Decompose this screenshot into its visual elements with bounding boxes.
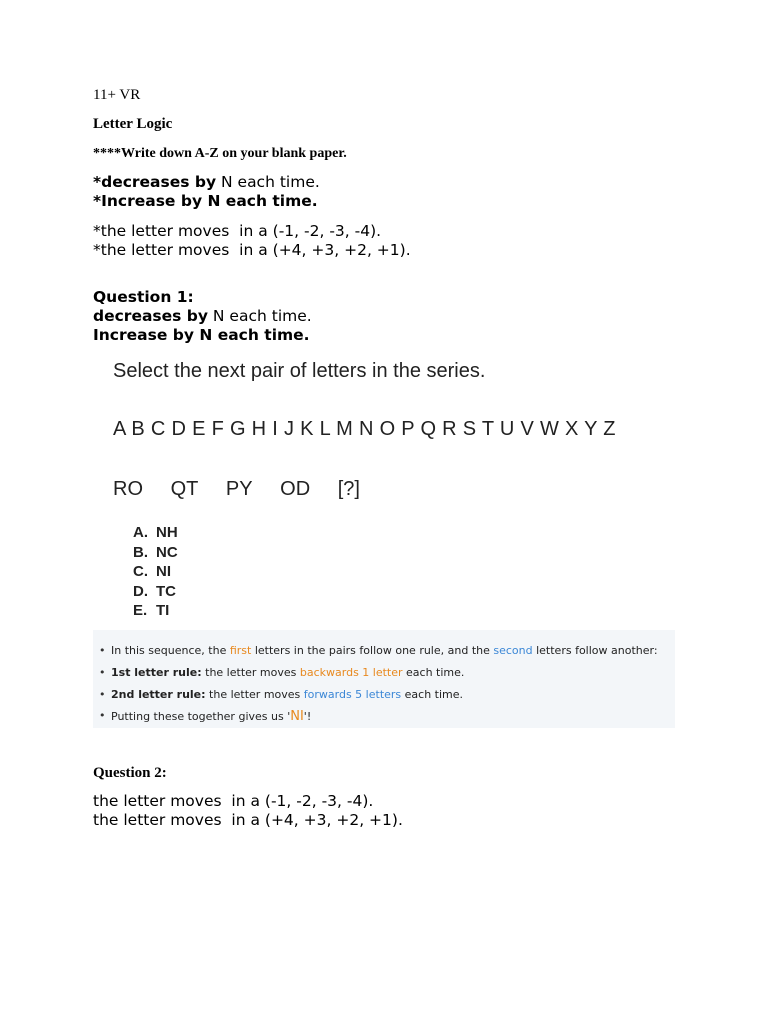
rule-decrease-rest: N each time.	[216, 173, 320, 191]
option-value: NI	[156, 563, 171, 580]
question1-image	[93, 358, 683, 628]
explanation-text: Putting these together gives us '	[111, 710, 291, 723]
question1-decrease-rest: N each time.	[207, 307, 312, 325]
question2-title: Question 2:	[93, 765, 167, 781]
doc-title: Letter Logic	[93, 116, 173, 132]
option-value: TI	[156, 602, 170, 619]
question1-increase	[93, 326, 312, 345]
answer-option-e[interactable]	[133, 601, 178, 621]
series-item: PY	[225, 478, 253, 500]
letter-series	[113, 478, 382, 501]
highlight-first: first	[229, 644, 252, 657]
question1-title	[93, 288, 312, 307]
explanation-text: each time.	[401, 688, 464, 701]
rule-label: 2nd letter rule:	[111, 688, 206, 701]
alphabet-row: A B C D E F G H I J K L M N O P Q R S T U V W X Y Z	[113, 418, 616, 440]
series-item: QT	[170, 478, 199, 500]
rule-decrease-bold: *decreases by	[93, 173, 217, 191]
explanation-panel	[93, 630, 675, 728]
explanation-text: the letter moves	[201, 666, 300, 679]
question1-increase-text: Increase by N each time.	[93, 326, 310, 344]
option-value: NC	[156, 543, 178, 561]
rules-block	[93, 173, 320, 211]
option-letter: A.	[133, 524, 148, 541]
explanation-text: '!	[303, 710, 312, 723]
answer-highlight: NI	[290, 709, 304, 724]
answer-option-b[interactable]	[133, 543, 178, 563]
highlight-forwards: forwards 5 letters	[303, 688, 402, 701]
question-prompt: Select the next pair of letters in the series.	[113, 360, 486, 382]
option-value: TC	[156, 582, 176, 600]
answer-options	[133, 523, 178, 621]
rule-decrease	[93, 173, 320, 192]
explanation-text: letters in the pairs follow one rule, and the	[251, 644, 494, 657]
highlight-backwards: backwards 1 letter	[299, 666, 403, 679]
question2-moves-2: the letter moves in a (+4, +3, +2, +1).	[93, 811, 403, 829]
explanation-text: each time.	[402, 666, 465, 679]
question1-decrease	[93, 307, 312, 326]
doc-code: 11+ VR	[93, 87, 141, 103]
explanation-text: letters follow another:	[532, 644, 658, 657]
explanation-text: In this sequence, the	[111, 644, 230, 657]
moves-block	[93, 222, 411, 260]
rule-increase-text: *Increase by N each time.	[93, 192, 318, 210]
answer-option-a[interactable]	[133, 523, 178, 543]
question2-moves-1: the letter moves in a (-1, -2, -3, -4).	[93, 792, 374, 810]
option-letter: E.	[133, 602, 148, 619]
doc-instruction: ****Write down A-Z on your blank paper.	[93, 146, 347, 161]
series-item: OD	[280, 478, 311, 500]
explanation-item	[111, 666, 464, 679]
option-letter: D.	[133, 582, 148, 600]
explanation-text: the letter moves	[205, 688, 304, 701]
question1-header	[93, 288, 312, 345]
option-letter: C.	[133, 563, 148, 580]
explanation-item	[111, 644, 658, 657]
rule-moves-1: *the letter moves in a (-1, -2, -3, -4).	[93, 222, 382, 240]
rule-label: 1st letter rule:	[111, 666, 202, 679]
explanation-item	[111, 688, 463, 701]
answer-option-d[interactable]	[133, 582, 178, 602]
option-letter: B.	[133, 543, 148, 561]
answer-option-c[interactable]	[133, 562, 178, 582]
question1-decrease-bold: decreases by	[93, 307, 208, 325]
rule-increase	[93, 192, 320, 211]
highlight-second: second	[493, 644, 533, 657]
series-item-missing: [?]	[337, 478, 360, 500]
question2-block	[93, 792, 403, 830]
explanation-item	[111, 709, 311, 724]
series-item: RO	[113, 478, 143, 500]
question1-title-text: Question 1:	[93, 288, 194, 306]
option-value: NH	[156, 524, 178, 541]
rule-moves-2: *the letter moves in a (+4, +3, +2, +1).	[93, 241, 411, 259]
